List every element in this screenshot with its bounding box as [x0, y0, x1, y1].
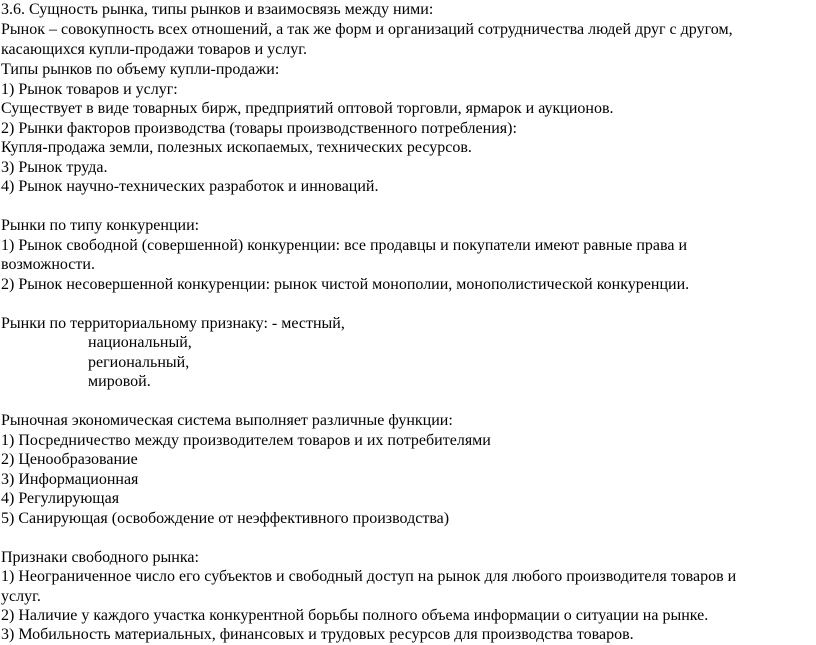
competition-line-3: 2) Рынок несовершенной конкуренции: рынок чистой монополии, монополистической конкуренции. [1, 276, 690, 293]
volume-line-3: 2) Рынки факторов производства (товары производственного потребления): [1, 120, 517, 137]
volume-line-2: Существует в виде товарных бирж, предприятий оптовой торговли, ярмарок и аукционов. [1, 100, 614, 117]
functions-line-1: 1) Посредничество между производителем товаров и их потребителями [1, 432, 491, 449]
definition-line-2: касающихся купли-продажи товаров и услуг. [1, 41, 307, 58]
territorial-item-national: национальный, [88, 334, 192, 351]
functions-line-2: 2) Ценообразование [1, 451, 138, 468]
volume-line-4: Купля-продажа земли, полезных ископаемых, технических ресурсов. [1, 139, 472, 156]
functions-line-5: 5) Санирующая (освобождение от неэффективного производства) [1, 510, 450, 527]
volume-line-6: 4) Рынок научно-технических разработок и инноваций. [1, 178, 379, 195]
territorial-item-world: мировой. [88, 373, 151, 390]
volume-section-title: Типы рынков по объему купли-продажи: [1, 61, 280, 78]
functions-section-title: Рыночная экономическая система выполняет различные функции: [1, 412, 453, 429]
definition-line-1: Рынок – совокупность всех отношений, а так же форм и организаций сотрудничества людей друг с другом, [1, 21, 733, 38]
volume-line-1: 1) Рынок товаров и услуг: [1, 81, 178, 98]
functions-line-3: 3) Информационная [1, 471, 139, 488]
free-market-line-4: 3) Мобильность материальных, финансовых и трудовых ресурсов для производства товаров. [1, 626, 634, 643]
competition-section-title: Рынки по типу конкуренции: [1, 217, 200, 234]
competition-line-1: 1) Рынок свободной (совершенной) конкуренции: все продавцы и покупатели имеют равные права и [1, 237, 687, 254]
free-market-line-2: услуг. [1, 588, 41, 605]
functions-line-4: 4) Регулирующая [1, 490, 120, 507]
document-heading: 3.6. Сущность рынка, типы рынков и взаимосвязь между ними: [1, 1, 434, 18]
free-market-line-1: 1) Неограниченное число его субъектов и свободный доступ на рынок для любого производителя товаров и [1, 568, 737, 585]
territorial-item-regional: региональный, [88, 354, 190, 371]
volume-line-5: 3) Рынок труда. [1, 159, 108, 176]
competition-line-2: возможности. [1, 256, 95, 273]
free-market-line-3: 2) Наличие у каждого участка конкурентной борьбы полного объема информации о ситуации на рынке. [1, 607, 709, 624]
free-market-section-title: Признаки свободного рынка: [1, 549, 199, 566]
territorial-first-line: Рынки по территориальному признаку: - местный, [1, 315, 345, 332]
